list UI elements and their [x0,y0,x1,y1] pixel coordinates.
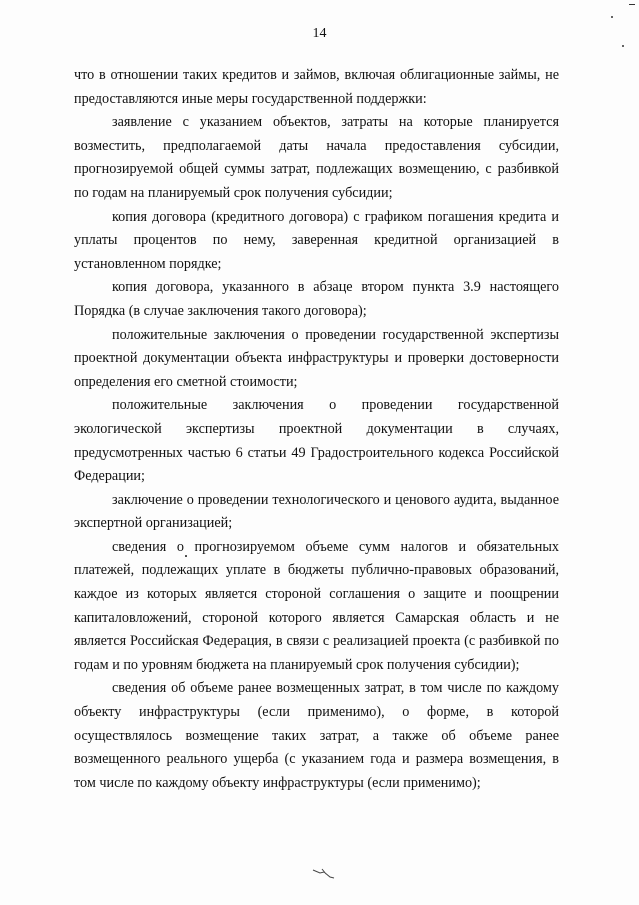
paragraph-7: заключение о проведении технологического и ценового аудита, выданное экспертной организацией; [74,491,559,532]
document-body [74,64,559,795]
page-number: 14 [312,26,327,41]
signature-mark-icon [310,866,340,882]
paragraph-6: положительные заключения о проведении государственной экологической экспертизы проектной документации в случаях, предусмотренных частью 6 статьи 49 Градостроительного кодекса Российской Федерации; [74,397,559,485]
scan-speck [629,4,635,5]
paragraph-3: копия договора (кредитного договора) с графиком погашения кредита и уплаты процентов по нему, заверенная кредитной организацией в установленном порядке; [74,208,559,272]
scan-speck [622,45,624,47]
paragraph-2: заявление с указанием объектов, затраты на которые планируется возместить, предполагаемой даты начала предоставления субсидии, прогнозируемой общей суммы затрат, подлежащих возмещению, с разбивкой по годам на планируемый срок получения субсидии; [74,114,559,201]
paragraph-8: сведения о прогнозируемом объеме сумм налогов и обязательных платежей, подлежащих уплате в бюджеты публично-правовых образований, каждое из которых является стороной соглашения о защите и поощрении капиталовложений, стороной которого является Самарская область и не является Российская Федерация, в связи с реализацией проекта (с разбивкой по годам и по уровням бюджета на планируемый срок получения субсидии); [74,538,559,673]
scan-speck [185,555,187,557]
paragraph-4: копия договора, указанного в абзаце втором пункта 3.9 настоящего Порядка (в случае заключения такого договора); [74,279,559,319]
paragraph-5: положительные заключения о проведении государственной экспертизы проектной документации объекта инфраструктуры и проверки достоверности определения его сметной стоимости; [74,326,559,390]
paragraph-1: что в отношении таких кредитов и займов, включая облигационные займы, не предоставляются иные меры государственной поддержки: [74,67,559,107]
scan-speck [611,16,613,18]
paragraph-9: сведения об объеме ранее возмещенных затрат, в том числе по каждому объекту инфраструктуры (если применимо), о форме, в которой осуществлялось возмещение таких затрат, а также об объеме ранее возмещенного реального ущерба (с указанием года и размера возмещения, в том числе по каждому объекту инфраструктуры (если применимо); [74,680,559,791]
